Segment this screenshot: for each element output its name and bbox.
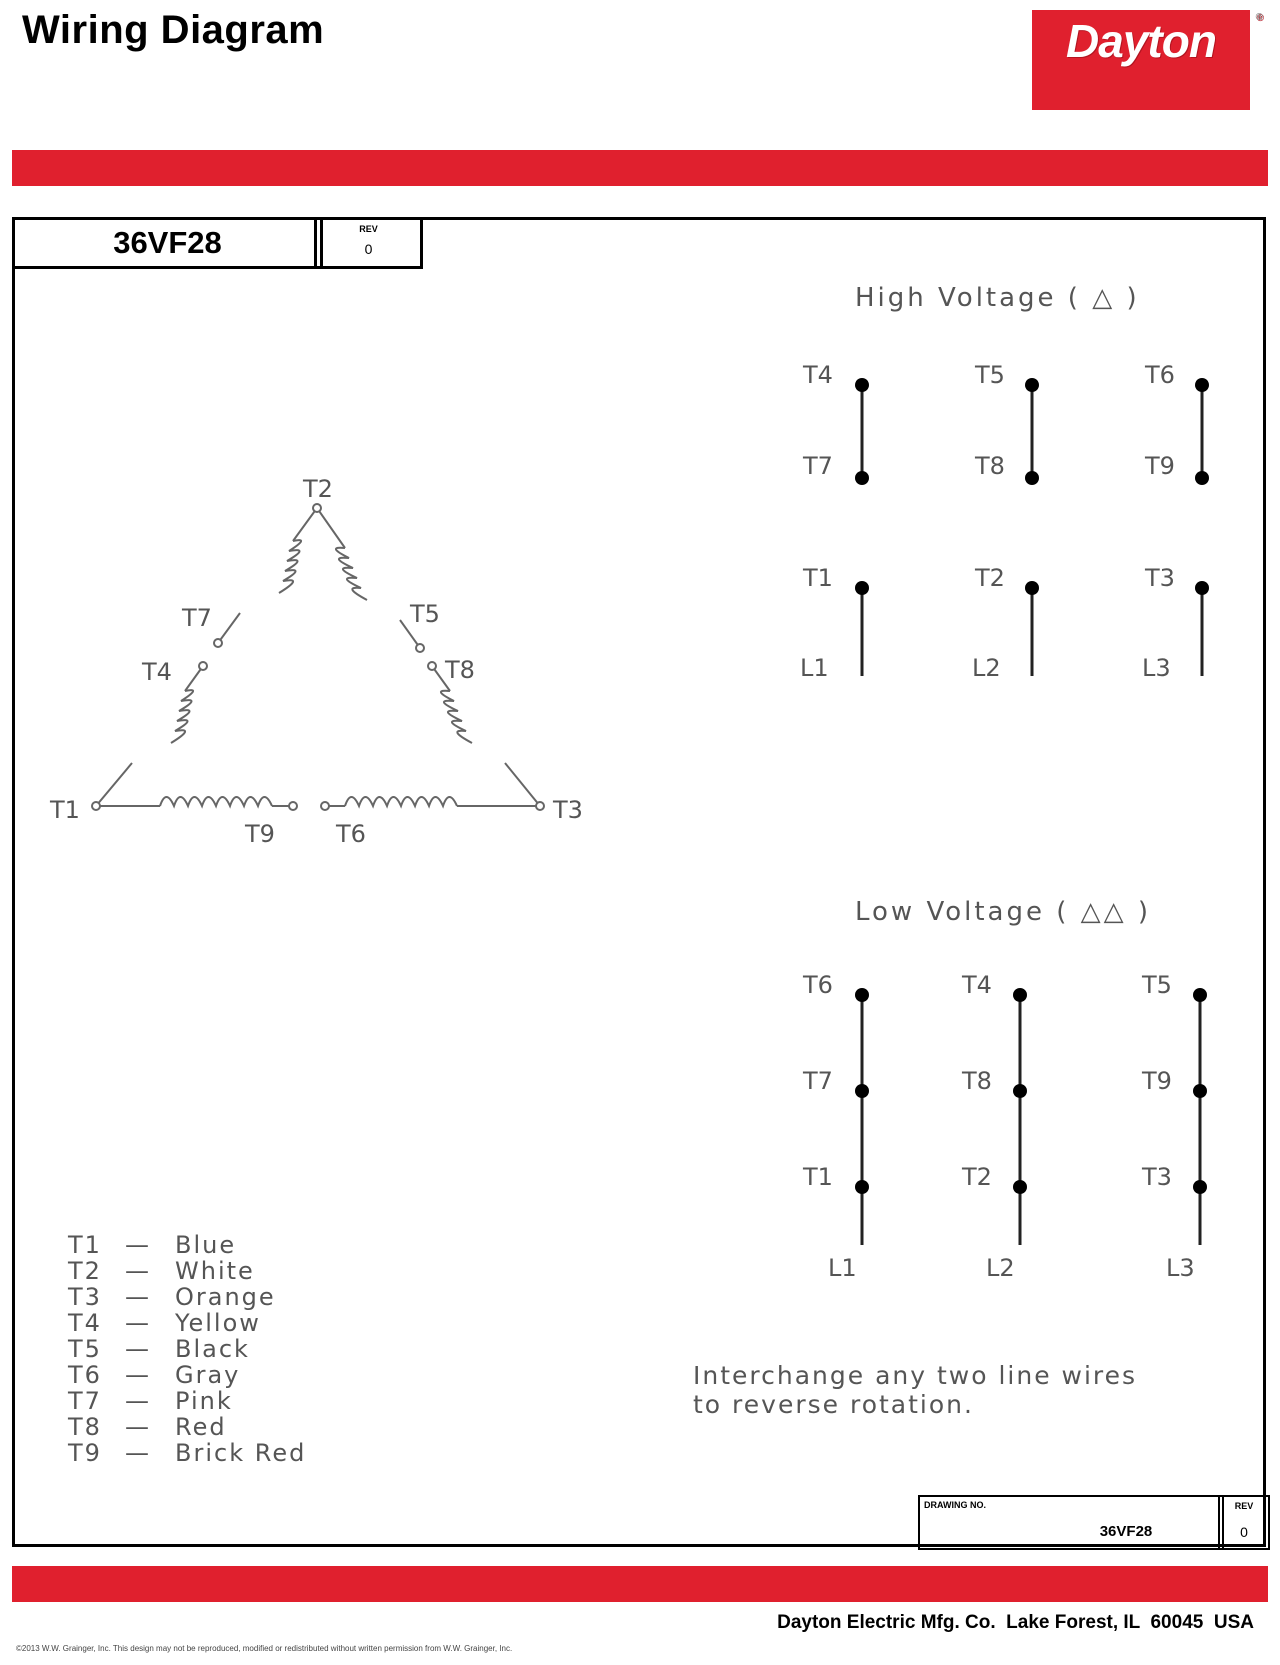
bottom-drawing-number-box <box>918 1495 1224 1550</box>
svg-text:—: — <box>125 1439 151 1467</box>
svg-text:T8: T8 <box>975 452 1005 480</box>
drawing-no-label: DRAWING NO. <box>924 1500 986 1510</box>
wire-color-legend <box>67 1231 306 1467</box>
drawing-number: 36VF28 <box>113 225 222 260</box>
coil-t6-t3 <box>345 797 457 806</box>
svg-text:T5: T5 <box>975 361 1005 389</box>
copyright-notice: ©2013 W.W. Grainger, Inc. This design may not be reproduced, modified or redistributed without written permission from W.W. Grainger, Inc. <box>16 1644 513 1653</box>
terminal-t7-node <box>214 639 222 647</box>
svg-text:T9: T9 <box>1145 452 1175 480</box>
lv-column-3 <box>1141 971 1207 1282</box>
high-voltage-title: High Voltage ( △ ) <box>855 283 1140 313</box>
terminal-t3-node <box>536 802 544 810</box>
terminal-t6-node <box>321 802 329 810</box>
svg-text:Orange: Orange <box>175 1283 276 1311</box>
svg-text:Red: Red <box>175 1413 227 1441</box>
logo-text: Dayton <box>1066 15 1216 67</box>
svg-text:—: — <box>125 1283 151 1311</box>
hv-pair-1 <box>802 361 869 485</box>
coil-t1-t9 <box>160 797 272 806</box>
legend-row <box>67 1413 227 1441</box>
hv-line-1 <box>800 564 869 682</box>
rotation-note <box>693 1361 1137 1419</box>
lv-column-1 <box>802 971 869 1282</box>
bottom-rev-value: 0 <box>1240 1524 1248 1540</box>
bottom-drawing-number: 36VF28 <box>1099 1523 1153 1540</box>
low-voltage-title: Low Voltage ( △△ ) <box>855 897 1152 927</box>
terminal-t5-node <box>416 644 424 652</box>
registered-mark: ® <box>1255 12 1262 23</box>
bottom-red-band <box>12 1566 1268 1602</box>
rev-value: 0 <box>364 241 373 257</box>
svg-text:T1: T1 <box>68 1231 102 1259</box>
svg-text:T2: T2 <box>962 1163 992 1191</box>
delta-winding-diagram <box>92 504 544 810</box>
svg-text:T4: T4 <box>962 971 992 999</box>
coil-t4-t1 <box>171 690 193 743</box>
legend-row <box>67 1387 233 1415</box>
label-t5: T5 <box>410 600 440 628</box>
svg-text:T1: T1 <box>803 1163 833 1191</box>
svg-text:T7: T7 <box>803 452 833 480</box>
legend-row <box>67 1309 261 1337</box>
svg-text:T1: T1 <box>803 564 833 592</box>
svg-text:—: — <box>125 1361 151 1389</box>
note-line-2: to reverse rotation. <box>693 1390 974 1419</box>
bottom-rev-label: REV <box>1234 1501 1254 1511</box>
svg-text:T9: T9 <box>68 1439 102 1467</box>
svg-text:Pink: Pink <box>175 1387 233 1415</box>
rev-label: REV <box>359 224 378 234</box>
svg-text:T4: T4 <box>803 361 833 389</box>
svg-text:T4: T4 <box>68 1309 102 1337</box>
wire-t2-coil-right <box>317 508 345 548</box>
company-address: Dayton Electric Mfg. Co. Lake Forest, IL 60045 USA <box>777 1612 1254 1633</box>
label-t4: T4 <box>142 658 172 686</box>
terminal-t8-node <box>428 662 436 670</box>
svg-text:L3: L3 <box>1142 654 1171 682</box>
svg-text:White: White <box>175 1257 255 1285</box>
wire-coil-t7 <box>218 613 240 643</box>
legend-row <box>67 1283 276 1311</box>
svg-text:L2: L2 <box>972 654 1001 682</box>
legend-row <box>67 1231 236 1259</box>
wire-coil-t3 <box>505 763 540 806</box>
coil-t2-t7 <box>279 540 301 593</box>
svg-text:Black: Black <box>175 1335 250 1363</box>
terminal-t2-node <box>313 504 321 512</box>
label-t8: T8 <box>445 656 475 684</box>
svg-text:Blue: Blue <box>175 1231 237 1259</box>
legend-row <box>67 1361 240 1389</box>
svg-text:—: — <box>125 1413 151 1441</box>
svg-text:T3: T3 <box>1145 564 1175 592</box>
svg-text:L1: L1 <box>828 1254 857 1282</box>
bottom-revision-box <box>1218 1495 1270 1550</box>
terminal-t4-node <box>199 662 207 670</box>
svg-text:—: — <box>125 1257 151 1285</box>
note-line-1: Interchange any two line wires <box>693 1361 1138 1390</box>
legend-row <box>67 1439 306 1467</box>
wire-t2-coil-left <box>293 508 317 541</box>
coil-t8-t3 <box>441 691 472 743</box>
svg-text:Gray: Gray <box>175 1361 241 1389</box>
delta-terminal-labels <box>49 475 583 848</box>
svg-text:T8: T8 <box>68 1413 102 1441</box>
page-title: Wiring Diagram <box>22 8 325 52</box>
svg-text:T6: T6 <box>68 1361 102 1389</box>
high-voltage-connections <box>800 361 1209 682</box>
svg-text:Brick Red: Brick Red <box>175 1439 307 1467</box>
hv-line-3 <box>1142 564 1209 682</box>
terminal-t9-node <box>289 802 297 810</box>
svg-text:T2: T2 <box>975 564 1005 592</box>
wire-coil-t1 <box>96 763 132 806</box>
svg-text:T7: T7 <box>803 1067 833 1095</box>
label-t7: T7 <box>182 604 212 632</box>
hv-pair-2 <box>974 361 1039 485</box>
svg-text:T6: T6 <box>803 971 833 999</box>
low-voltage-connections <box>802 971 1207 1282</box>
legend-row <box>67 1335 250 1363</box>
hv-line-2 <box>972 564 1039 682</box>
terminal-t1-node <box>92 802 100 810</box>
svg-text:T9: T9 <box>1142 1067 1172 1095</box>
svg-text:T3: T3 <box>68 1283 102 1311</box>
svg-text:L3: L3 <box>1166 1254 1195 1282</box>
label-t2: T2 <box>303 475 333 503</box>
svg-text:Yellow: Yellow <box>175 1309 261 1337</box>
svg-text:T3: T3 <box>1142 1163 1172 1191</box>
svg-text:L1: L1 <box>800 654 829 682</box>
label-t1: T1 <box>50 796 80 824</box>
lv-column-2 <box>961 971 1027 1282</box>
svg-text:T5: T5 <box>68 1335 102 1363</box>
label-t6: T6 <box>336 820 366 848</box>
svg-text:—: — <box>125 1335 151 1363</box>
svg-text:T8: T8 <box>962 1067 992 1095</box>
label-t9: T9 <box>245 820 275 848</box>
svg-text:L2: L2 <box>986 1254 1015 1282</box>
svg-text:—: — <box>125 1231 151 1259</box>
svg-text:—: — <box>125 1387 151 1415</box>
svg-text:T2: T2 <box>68 1257 102 1285</box>
svg-text:T5: T5 <box>1142 971 1172 999</box>
svg-text:T6: T6 <box>1145 361 1175 389</box>
legend-row <box>67 1257 255 1285</box>
hv-pair-3 <box>1144 361 1209 485</box>
svg-text:—: — <box>125 1309 151 1337</box>
svg-text:T7: T7 <box>68 1387 102 1415</box>
label-t3: T3 <box>553 796 583 824</box>
coil-t2-t5 <box>336 548 367 600</box>
